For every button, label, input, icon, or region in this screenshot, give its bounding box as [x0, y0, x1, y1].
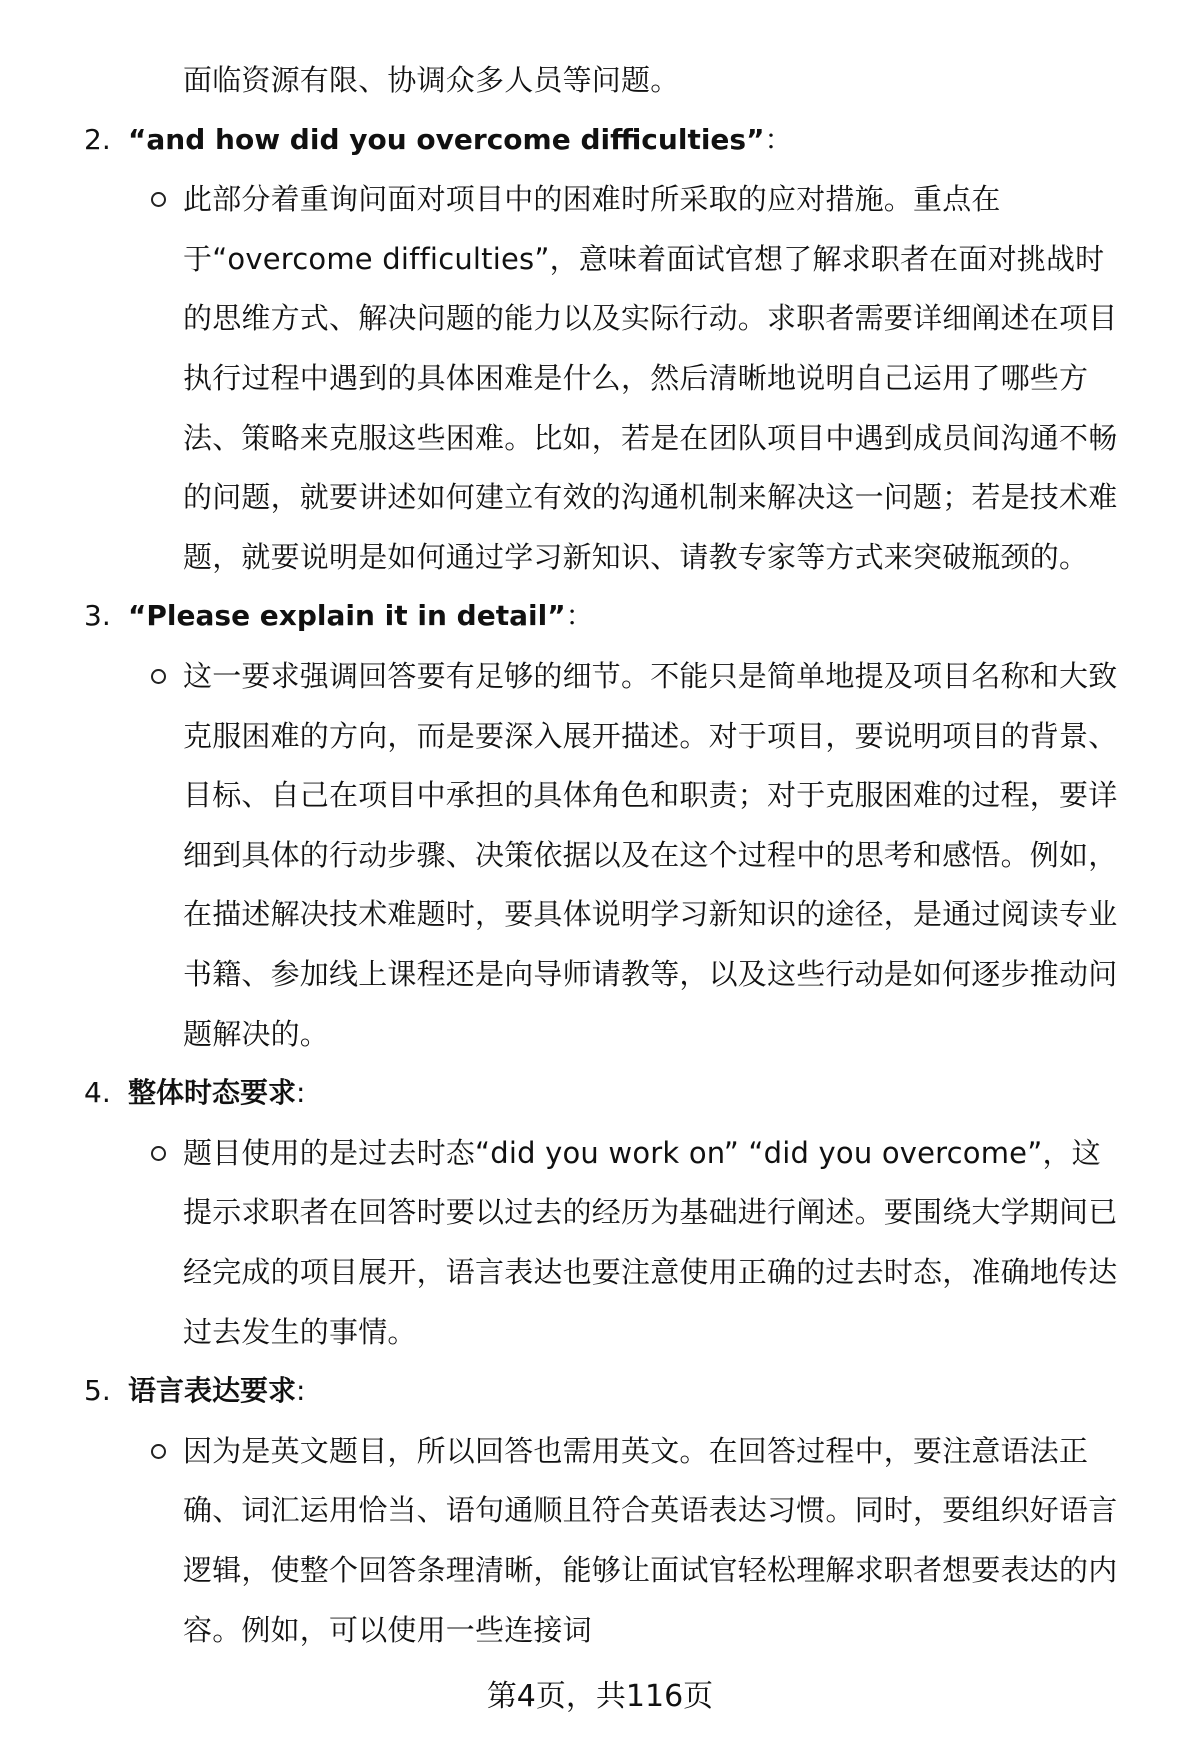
- page-number: 第4页，共116页: [486, 1679, 714, 1714]
- heading-colon: ：: [565, 599, 594, 633]
- text-line: 书籍、参加线上课程还是向导师请教等，以及这些行动是如何逐步推动问: [183, 957, 1118, 991]
- bullet-circle-icon: [151, 1444, 166, 1459]
- text-line: 克服困难的方向，而是要深入展开描述。对于项目，要说明项目的背景、: [183, 718, 1118, 753]
- text-line: 于“overcome difficulties”，意味着面试官想了解求职者在面对挑战时: [183, 241, 1105, 276]
- text-line: 在描述解决技术难题时，要具体说明学习新知识的途径，是通过阅读专业: [183, 897, 1118, 932]
- text-line: 提示求职者在回答时要以过去的经历为基础进行阐述。要围绕大学期间已: [183, 1195, 1118, 1230]
- bullet-text-line: 此部分着重询问面对项目中的困难时所采取的应对措施。重点在: [183, 182, 1001, 217]
- heading-title: 语言表达要求: [128, 1374, 297, 1408]
- bullet-circle-icon: [151, 669, 166, 684]
- text-line: 题，就要说明是如何通过学习新知识、请教专家等方式来突破瓶颈的。: [183, 539, 1089, 574]
- bullet-circle-icon: [151, 1146, 166, 1161]
- text-line: 法、策略来克服这些困难。比如，若是在团队项目中遇到成员间沟通不畅: [183, 420, 1118, 455]
- heading-title: 整体时态要求: [128, 1076, 297, 1110]
- heading-title: “and how did you overcome difficulties”: [128, 122, 765, 156]
- heading-title: “Please explain it in detail”: [128, 599, 566, 633]
- text-line: 过去发生的事情。: [183, 1314, 417, 1349]
- text-line: 细到具体的行动步骤、决策依据以及在这个过程中的思考和感悟。例如，: [183, 837, 1118, 872]
- text-line: 目标、自己在项目中承担的具体角色和职责；对于克服困难的过程，要详: [183, 778, 1118, 813]
- heading-colon: ：: [764, 122, 793, 156]
- bullet-text-line: 因为是英文题目，所以回答也需用英文。在回答过程中，要注意语法正: [183, 1433, 1089, 1468]
- text-line: 执行过程中遇到的具体困难是什么，然后清晰地说明自己运用了哪些方: [183, 361, 1089, 395]
- text-line: 的问题，就要讲述如何建立有效的沟通机制来解决这一问题；若是技术难: [183, 480, 1118, 515]
- section-heading: [128, 110, 793, 170]
- text-line: 面临资源有限、协调众多人员等问题。: [183, 63, 680, 97]
- text-line: 题解决的。: [183, 1016, 330, 1051]
- section-heading: [128, 1361, 305, 1421]
- section-heading: [128, 586, 594, 646]
- heading-colon: :: [296, 1076, 306, 1110]
- text-line: 容。例如，可以使用一些连接词: [183, 1612, 592, 1647]
- text-line: 逻辑，使整个回答条理清晰，能够让面试官轻松理解求职者想要表达的内: [183, 1553, 1118, 1587]
- text-line: 的思维方式、解决问题的能力以及实际行动。求职者需要详细阐述在项目: [183, 301, 1118, 336]
- list-number: 4.: [84, 1076, 111, 1110]
- list-number: 5.: [84, 1374, 111, 1408]
- heading-colon: :: [296, 1374, 306, 1408]
- bullet-text-line: 这一要求强调回答要有足够的细节。不能只是简单地提及项目名称和大致: [183, 659, 1118, 693]
- list-number: 3.: [84, 599, 111, 633]
- bullet-text-line: 题目使用的是过去时态“did you work on” “did you overcome”，这: [183, 1135, 1101, 1170]
- text-line: 经完成的项目展开，语言表达也要注意使用正确的过去时态，准确地传达: [183, 1255, 1118, 1289]
- bullet-circle-icon: [151, 192, 166, 207]
- list-number: 2.: [84, 122, 111, 156]
- section-heading: [128, 1063, 305, 1123]
- text-line: 确、词汇运用恰当、语句通顺且符合英语表达习惯。同时，要组织好语言: [183, 1493, 1118, 1528]
